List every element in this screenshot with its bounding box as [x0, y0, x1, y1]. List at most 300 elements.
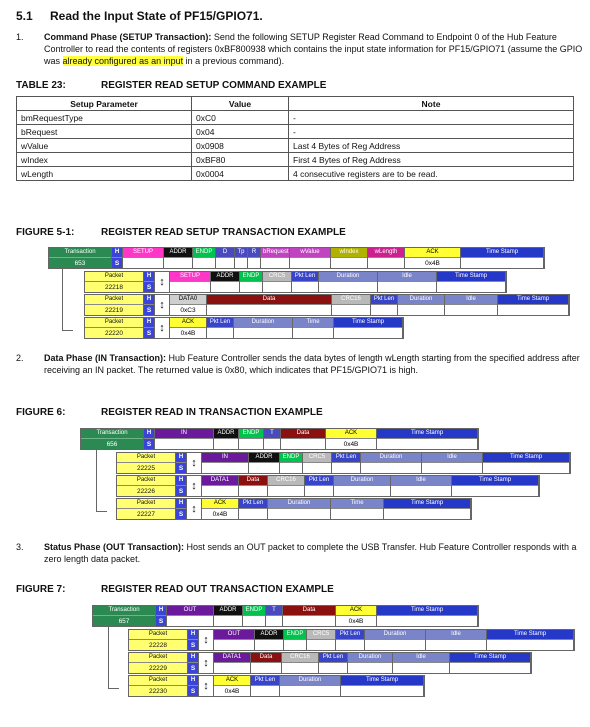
field-value: 0x0000	[282, 662, 318, 673]
field-value: 8	[332, 462, 360, 473]
cell-value: 22225	[117, 462, 175, 473]
field-value: 200.660 ns	[378, 281, 436, 292]
field-value: 2 . 649 534 616	[341, 685, 423, 696]
table-cell: First 4 Bytes of Reg Address	[289, 153, 574, 167]
field-t	[266, 606, 283, 626]
table-cell: -	[289, 125, 574, 139]
field-value: 6	[255, 639, 283, 650]
speed-h: H	[176, 476, 186, 485]
transaction-id-cell	[49, 248, 112, 268]
field-value: 0x87	[214, 639, 254, 650]
speed-s: S	[112, 257, 122, 268]
speed-s: S	[176, 485, 186, 496]
field-data	[283, 606, 336, 626]
packet-id-cell	[85, 272, 144, 292]
field-value: 8	[292, 281, 318, 292]
transaction-row	[80, 428, 479, 450]
field-label: Time Stamp	[509, 454, 543, 460]
speed-h: H	[144, 272, 154, 281]
cell-label: Packet	[148, 631, 168, 637]
field-value: 1.600 us	[293, 327, 333, 338]
field-value: 0x09	[263, 281, 291, 292]
arrow-glyph: ↕	[159, 276, 165, 288]
field-value: 8	[336, 639, 364, 650]
field-label: Duration	[379, 454, 403, 460]
packet-id-cell	[129, 676, 188, 696]
field-label: T	[272, 607, 276, 613]
speed-h: H	[176, 499, 186, 508]
field-value: 6	[164, 257, 192, 268]
field-label: Time Stamp	[478, 477, 512, 483]
step-number: 2.	[16, 353, 24, 363]
field-value: 2 . 649 533 816	[487, 639, 573, 650]
field-time	[293, 318, 334, 338]
field-label: Time Stamp	[410, 500, 444, 506]
field-label: Data	[296, 430, 310, 436]
field-value: 333.330 ns	[391, 485, 451, 496]
packet-bracket	[108, 626, 119, 689]
speed-indicator	[112, 248, 123, 268]
speed-s: S	[144, 304, 154, 315]
arrow-glyph: ↕	[203, 657, 209, 669]
field-out	[167, 606, 214, 626]
field-label: ADDR	[255, 454, 273, 460]
field-data1	[214, 653, 251, 673]
packet-row	[84, 317, 404, 339]
field-label: SETUP	[179, 273, 200, 279]
field-time-stamp	[483, 453, 570, 473]
arrow-glyph: ↕	[203, 634, 209, 646]
field-value: 0x96	[155, 438, 213, 449]
field-crc5	[263, 272, 292, 292]
field-value: 0	[280, 462, 302, 473]
field-label: ACK	[344, 430, 358, 436]
speed-s: S	[144, 281, 154, 292]
speed-h: H	[144, 318, 154, 327]
field-label: wValue	[300, 249, 320, 255]
field-value: 2 . 649 521 650	[483, 462, 569, 473]
field-pkt-len	[336, 630, 365, 650]
field-label: wLength	[374, 249, 398, 255]
cell-value: 656	[81, 438, 143, 449]
field-value: 0xB4	[170, 281, 210, 292]
field-value: 133.333 ns	[319, 281, 377, 292]
field-label: Idle	[451, 631, 461, 637]
section-title: Read the Input State of PF15/GPIO71.	[50, 9, 263, 23]
field-setup	[170, 272, 211, 292]
field-value: 6	[239, 508, 267, 519]
field-data0	[170, 295, 207, 315]
field-label: CRC16	[276, 477, 296, 483]
field-value: 0	[239, 438, 263, 449]
field-idle	[391, 476, 452, 496]
table-cell: bRequest	[17, 125, 192, 139]
table-label: TABLE 23:	[16, 80, 66, 91]
field-crc16	[268, 476, 305, 496]
arrow-glyph: ↕	[203, 680, 209, 692]
field-value: C0 04 38 09 80 BF 01 00	[207, 304, 331, 315]
field-value: 16	[371, 304, 397, 315]
field-label: Pkt Len	[339, 631, 361, 637]
field-label: Idle	[466, 296, 476, 302]
packet-id-cell	[129, 630, 188, 650]
field-value: 6	[214, 438, 238, 449]
packet-id-cell	[117, 453, 176, 473]
field-addr	[255, 630, 284, 650]
cell-value: 22230	[129, 685, 187, 696]
field-time-stamp	[384, 499, 471, 519]
field-pkt-len	[319, 653, 348, 673]
field-label: T	[270, 430, 274, 436]
field-label: Idle	[402, 273, 412, 279]
field-addr	[214, 429, 239, 449]
step-heading: Status Phase (OUT Transaction):	[44, 542, 185, 552]
field-value: 2 . 649 477 050	[498, 304, 568, 315]
field-ack	[214, 676, 251, 696]
speed-s: S	[176, 508, 186, 519]
transaction-id-cell	[81, 429, 144, 449]
field-ack	[336, 606, 377, 626]
field-value: 2 . 649 522 650	[384, 508, 470, 519]
field-value: 2 . 649 477 650	[334, 327, 402, 338]
field-windex	[331, 248, 368, 268]
field-label: Pkt Len	[242, 500, 264, 506]
packet-row	[128, 652, 532, 674]
table-cell: wLength	[17, 167, 192, 181]
table-caption	[16, 80, 327, 91]
field-label: ACK	[426, 249, 439, 255]
step-text: Hub Feature Controller sends the data bytes of length wLength starting from the specified address after receiving an IN packet. The returned value is 0x80, which indicates that PF15/GPIO71 is high.	[44, 353, 580, 375]
field-label: IN	[222, 454, 228, 460]
field-time-stamp	[437, 272, 506, 292]
table-cell: wIndex	[17, 153, 192, 167]
cell-label: Transaction	[108, 607, 140, 613]
speed-indicator	[156, 606, 167, 626]
field-value: 0x04	[261, 257, 289, 268]
cell-value: 22218	[85, 281, 143, 292]
cell-label: Packet	[148, 677, 168, 683]
field-label: Data	[302, 607, 316, 613]
step-text: Host sends an OUT packet to complete the USB Transfer. Hub Feature Controller responds with a zero length data packet.	[44, 542, 577, 564]
field-crc16	[282, 653, 319, 673]
field-brequest	[261, 248, 290, 268]
speed-s: S	[176, 462, 186, 473]
field-value: 2 . 649 522 150	[452, 485, 538, 496]
field-idle	[445, 295, 498, 315]
field-value: 0x87	[167, 615, 213, 626]
table-row	[17, 167, 574, 181]
arrow-glyph: ↕	[191, 457, 197, 469]
field-label: ADDR	[219, 607, 237, 613]
figure-caption	[16, 227, 346, 238]
field-label: bRequest	[263, 249, 289, 255]
field-value: 0xBF80	[331, 257, 367, 268]
field-endp	[280, 453, 303, 473]
field-time-stamp	[461, 248, 544, 268]
cell-value: 657	[93, 615, 155, 626]
speed-h: H	[144, 429, 154, 438]
table-title: REGISTER READ SETUP COMMAND EXAMPLE	[101, 80, 327, 91]
field-label: Duration	[350, 477, 374, 483]
arrow-glyph: ↕	[159, 299, 165, 311]
field-value: D	[248, 257, 260, 268]
field-label: Time Stamp	[473, 654, 507, 660]
field-idle	[422, 453, 483, 473]
field-label: D	[222, 249, 228, 255]
field-duration	[319, 272, 378, 292]
speed-h: H	[144, 295, 154, 304]
field-wlength	[368, 248, 405, 268]
field-value: 0xB4	[123, 257, 163, 268]
field-value: D->H	[216, 257, 234, 268]
speed-indicator	[176, 453, 187, 473]
field-time-stamp	[334, 318, 403, 338]
packet-row	[128, 629, 575, 651]
packet-row	[84, 294, 570, 316]
field-value: 133.333 ns	[348, 662, 392, 673]
field-idle	[426, 630, 487, 650]
field-value: 0 bytes	[251, 662, 281, 673]
field-label: Duration	[358, 654, 382, 660]
field-value: 10	[305, 485, 333, 496]
field-value: 0	[240, 281, 262, 292]
transaction-id-cell	[93, 606, 156, 626]
field-value: 0x4B	[405, 257, 460, 268]
step-1-paragraph	[16, 31, 583, 71]
field-label: Idle	[416, 477, 426, 483]
direction-arrow-icon	[155, 318, 170, 338]
step-heading: Data Phase (IN Transaction):	[44, 353, 167, 363]
direction-arrow-icon	[187, 476, 202, 496]
field-duration	[280, 676, 341, 696]
field-value: 0x4B	[336, 615, 376, 626]
field-value: 0xC3	[170, 304, 206, 315]
packet-id-cell	[85, 295, 144, 315]
field-value: 366.660 ns	[422, 462, 482, 473]
field-label: Duration	[409, 296, 433, 302]
field-label: ENDP	[242, 273, 260, 279]
field-pkt-len	[239, 499, 268, 519]
figure-title: REGISTER READ IN TRANSACTION EXAMPLE	[101, 407, 323, 418]
field-ack	[326, 429, 377, 449]
field-label: Time	[350, 500, 364, 506]
step-text-end: in a previous command).	[183, 56, 285, 66]
figure-title: REGISTER READ OUT TRANSACTION EXAMPLE	[101, 584, 334, 595]
field-value: 0x96	[202, 462, 248, 473]
speed-indicator	[144, 429, 155, 449]
field-value: 0x4B	[214, 685, 250, 696]
field-setup	[123, 248, 164, 268]
column-header: Note	[289, 97, 574, 111]
field-value: 1	[368, 257, 404, 268]
field-duration	[334, 476, 391, 496]
cell-label: Transaction	[96, 430, 128, 436]
speed-h: H	[176, 453, 186, 462]
field-endp	[284, 630, 307, 650]
figure-title: REGISTER READ SETUP TRANSACTION EXAMPLE	[101, 227, 346, 238]
field-value: 0	[193, 257, 215, 268]
field-value: 0 bytes	[283, 615, 335, 626]
cell-label: Packet	[104, 296, 124, 302]
table-cell: 4 consecutive registers are to be read.	[289, 167, 574, 181]
arrow-glyph: ↕	[191, 503, 197, 515]
field-value: 200.660 ns	[426, 639, 486, 650]
field-value: 2 . 649 476 716	[461, 257, 543, 268]
field-label: DATA1	[222, 654, 242, 660]
field-label: Time Stamp	[410, 607, 444, 613]
field-value: 0x82F8	[268, 485, 304, 496]
speed-indicator	[144, 295, 155, 315]
field-value: 80	[239, 485, 267, 496]
field-label: ACK	[213, 500, 227, 506]
speed-h: H	[188, 676, 198, 685]
transaction-row	[92, 605, 479, 627]
field-label: Duration	[336, 273, 360, 279]
field-value: 1	[264, 438, 280, 449]
field-label: Duration	[251, 319, 275, 325]
field-label: Data	[246, 477, 260, 483]
field-label: SETUP	[132, 249, 153, 255]
field-label: ACK	[181, 319, 195, 325]
field-crc5	[307, 630, 336, 650]
field-label: CRC5	[312, 631, 330, 637]
column-header: Value	[192, 97, 289, 111]
packet-row	[84, 271, 507, 293]
field-tp	[235, 248, 248, 268]
field-label: ENDP	[286, 631, 304, 637]
step-3-paragraph	[16, 541, 576, 569]
field-value: 0xEC96	[332, 304, 370, 315]
field-wvalue	[290, 248, 331, 268]
cell-label: Packet	[104, 273, 124, 279]
field-value: 8	[319, 662, 347, 673]
speed-indicator	[176, 499, 187, 519]
field-endp	[193, 248, 216, 268]
field-duration	[361, 453, 422, 473]
table-cell: wValue	[17, 139, 192, 153]
field-endp	[239, 429, 264, 449]
direction-arrow-icon	[199, 676, 214, 696]
field-label: OUT	[227, 631, 241, 637]
field-addr	[211, 272, 240, 292]
direction-arrow-icon	[155, 295, 170, 315]
direction-arrow-icon	[199, 653, 214, 673]
packet-id-cell	[129, 653, 188, 673]
field-time-stamp	[452, 476, 539, 496]
packet-id-cell	[85, 318, 144, 338]
cell-label: Packet	[136, 454, 156, 460]
field-value: 2 . 649 476 716	[437, 281, 505, 292]
field-time-stamp	[377, 606, 478, 626]
field-time-stamp	[341, 676, 424, 696]
field-label: ADDR	[217, 430, 235, 436]
packet-row	[116, 452, 571, 474]
table-row	[17, 139, 574, 153]
field-time-stamp	[377, 429, 478, 449]
field-value: 133.333 ns	[361, 462, 421, 473]
highlighted-text: already configured as an input	[62, 56, 184, 66]
column-header: Setup Parameter	[17, 97, 192, 111]
field-in	[155, 429, 214, 449]
speed-indicator	[176, 476, 187, 496]
section-number: 5.1	[16, 9, 33, 23]
cell-label: Packet	[136, 477, 156, 483]
field-value: 2 . 649 534 150	[450, 662, 530, 673]
table-cell: 0x0908	[192, 139, 289, 153]
field-pkt-len	[332, 453, 361, 473]
section-heading	[16, 9, 263, 23]
field-label: DATA0	[178, 296, 198, 302]
field-pkt-len	[371, 295, 398, 315]
field-data	[239, 476, 268, 496]
table-header-row	[17, 97, 574, 111]
arrow-glyph: ↕	[191, 480, 197, 492]
cell-value: 22229	[129, 662, 187, 673]
field-value: 0xD2	[202, 485, 238, 496]
field-value: 133.333 ns	[280, 685, 340, 696]
field-value: 6	[211, 281, 239, 292]
field-endp	[240, 272, 263, 292]
field-label: Data	[259, 654, 273, 660]
figure-caption	[16, 407, 323, 418]
field-label: CRC5	[308, 454, 326, 460]
packet-id-cell	[117, 499, 176, 519]
field-r	[248, 248, 261, 268]
field-value: 2 . 649 533 816	[377, 615, 477, 626]
table-cell: -	[289, 111, 574, 125]
field-label: DATA1	[210, 477, 230, 483]
cell-value: 22228	[129, 639, 187, 650]
field-label: Time Stamp	[410, 430, 444, 436]
speed-s: S	[188, 639, 198, 650]
speed-s: S	[188, 662, 198, 673]
field-value: 0x4B	[202, 508, 238, 519]
field-value: 0x4B	[170, 327, 206, 338]
field-label: CRC5	[268, 273, 286, 279]
field-addr	[249, 453, 280, 473]
cell-label: Transaction	[64, 249, 96, 255]
field-crc16	[332, 295, 371, 315]
field-idle	[378, 272, 437, 292]
field-label: ENDP	[245, 607, 263, 613]
field-ack	[202, 499, 239, 519]
field-value: 1	[266, 615, 282, 626]
field-label: Pkt Len	[335, 454, 357, 460]
cell-value: 22219	[85, 304, 143, 315]
table-cell: 0x04	[192, 125, 289, 139]
field-label: R	[251, 249, 257, 255]
field-label: Tp	[237, 249, 245, 255]
direction-arrow-icon	[155, 272, 170, 292]
field-label: Data	[262, 296, 276, 302]
field-label: Pkt Len	[373, 296, 395, 302]
speed-s: S	[144, 327, 154, 338]
field-duration	[234, 318, 293, 338]
speed-indicator	[188, 653, 199, 673]
field-pkt-len	[207, 318, 234, 338]
field-label: Duration	[298, 677, 322, 683]
cell-label: Packet	[136, 500, 156, 506]
field-label: Pkt Len	[209, 319, 231, 325]
direction-arrow-icon	[187, 499, 202, 519]
field-label: CRC16	[290, 654, 310, 660]
step-number: 1.	[16, 32, 24, 42]
figure-label: FIGURE 7:	[16, 584, 66, 595]
field-value: V	[235, 257, 247, 268]
field-label: Duration	[287, 500, 311, 506]
field-label: ADDR	[260, 631, 278, 637]
field-label: Pkt Len	[322, 654, 344, 660]
